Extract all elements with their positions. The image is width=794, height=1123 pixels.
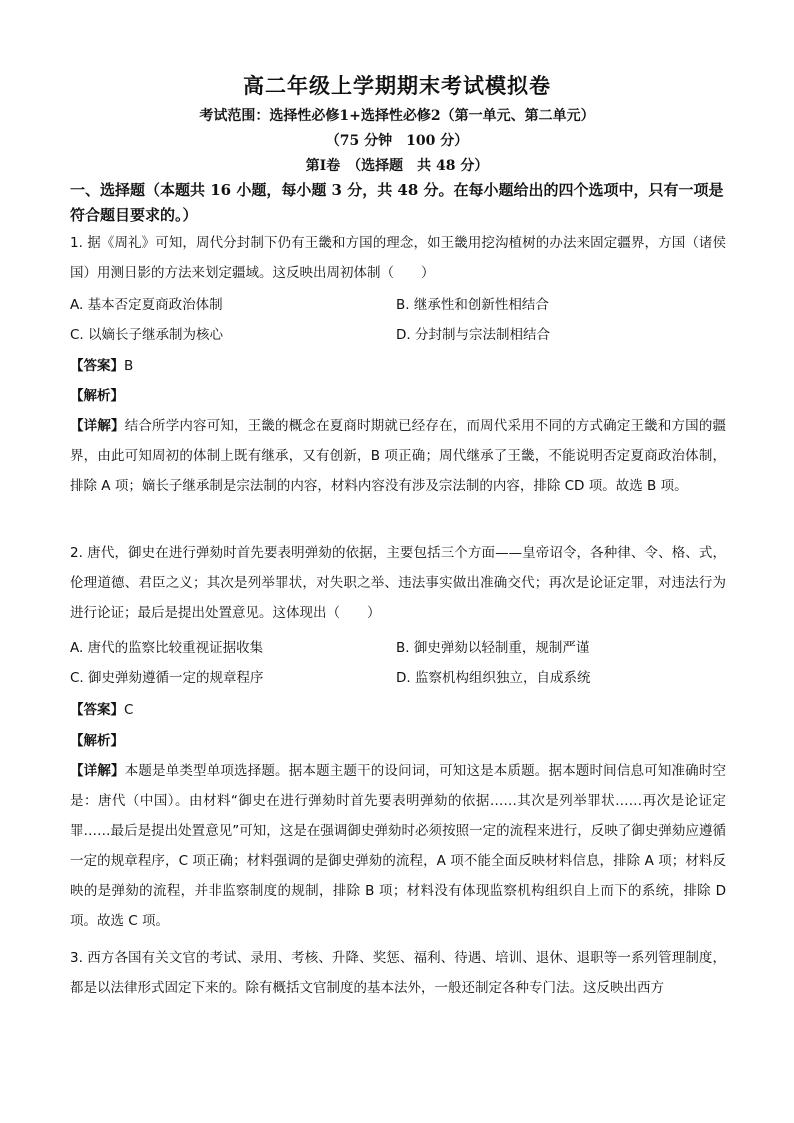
question-2-option-b: B. 御史弹劾以轻制重，规制严谨 — [396, 640, 590, 656]
volume-heading: 第Ⅰ卷 （选择题 共 48 分） — [305, 158, 489, 174]
question-2-stem: 2. 唐代，御史在进行弹劾时首先要表明弹劾的依据，主要包括三个方面——皇帝诏令，各种律、令、格、式，伦理道德、君臣之义；其次是列举罪状，对失职之举、违法事实做出准确交代；再次是论证定罪，对违法行为进行论证；最后是提出处置意见。这体现出（ ） — [70, 545, 726, 621]
question-2-answer — [70, 700, 133, 720]
exam-scope: 考试范围：选择性必修1+选择性必修2（第一单元、第二单元） — [199, 108, 595, 124]
answer-value: C — [124, 702, 134, 718]
detail-text: 结合所学内容可知，王畿的概念在夏商时期就已经存在，而周代采用不同的方式确定王畿和方国的疆界，由此可知周初的体制上既有继承，又有创新，B 项正确；周代继承了王畿，不能说明否定夏商政治体制，排除 A 项；嫡长子继承制是宗法制的内容，材料内容没有涉及宗法制的内容，排除 CD 项。故选 B 项。 — [70, 418, 727, 494]
question-1-option-c: C. 以嫡长子继承制为核心 — [70, 327, 224, 343]
question-2-option-c: C. 御史弹劾遵循一定的规章程序 — [70, 670, 264, 686]
question-1-stem: 1. 据《周礼》可知，周代分封制下仍有王畿和方国的理念，如王畿用挖沟植树的办法来固定疆界，方国（诸侯国）用测日影的方法来划定疆域。这反映出周初体制（ ） — [70, 235, 726, 281]
question-1-option-a: A. 基本否定夏商政治体制 — [70, 297, 223, 313]
detail-text: 本题是单类型单项选择题。据本题主题干的设问词，可知这是本质题。据本题时间信息可知准确时空是：唐代（中国）。由材料“御史在进行弹劾时首先要表明弹劾的依据……其次是列举罪状……再次是论证定罪……最后是提出处置意见”可知，这是在强调御史弹劾时必须按照一定的流程来进行，反映了御史弹劾应遵循一定的规章程序，C 项正确；材料强调的是御史弹劾的流程，A 项不能全面反映材料信息，排除 A 项；材料反映的是弹劾的流程，并非监察制度的规制，排除 B 项；材料没有体现监察机构组织自上而下的系统，排除 D 项。故选 C 项。 — [70, 763, 727, 929]
question-2-option-a: A. 唐代的监察比较重视证据收集 — [70, 640, 264, 656]
answer-value: B — [124, 358, 134, 374]
analysis-label: 【解析】 — [70, 733, 124, 749]
question-1-answer — [70, 356, 133, 376]
question-1-analysis-label — [70, 386, 124, 406]
detail-label: 【详解】 — [70, 763, 125, 779]
answer-label: 【答案】 — [70, 702, 124, 718]
answer-label: 【答案】 — [70, 358, 124, 374]
question-3-stem: 3. 西方各国有关文官的考试、录用、考核、升降、奖惩、福利、待遇、培训、退休、退职等一系列管理制度，都是以法律形式固定下来的。除有概括文官制度的基本法外，一般还制定各种专门法。这反映出西方 — [70, 950, 726, 996]
question-2-analysis-label — [70, 731, 124, 751]
question-1-option-b: B. 继承性和创新性相结合 — [396, 297, 549, 313]
question-1-detail — [70, 411, 726, 501]
analysis-label: 【解析】 — [70, 388, 124, 404]
question-1-option-d: D. 分封制与宗法制相结合 — [396, 327, 550, 343]
detail-label: 【详解】 — [70, 418, 125, 434]
section-heading: 一、选择题（本题共 16 小题，每小题 3 分，共 48 分。在每小题给出的四个选项中，只有一项是符合题目要求的。） — [70, 181, 724, 224]
question-2-detail — [70, 756, 726, 936]
question-2-option-d: D. 监察机构组织独立，自成系统 — [396, 670, 591, 686]
page-title: 高二年级上学期期末考试模拟卷 — [243, 73, 551, 98]
exam-time-score: （75 分钟 100 分） — [325, 133, 469, 149]
